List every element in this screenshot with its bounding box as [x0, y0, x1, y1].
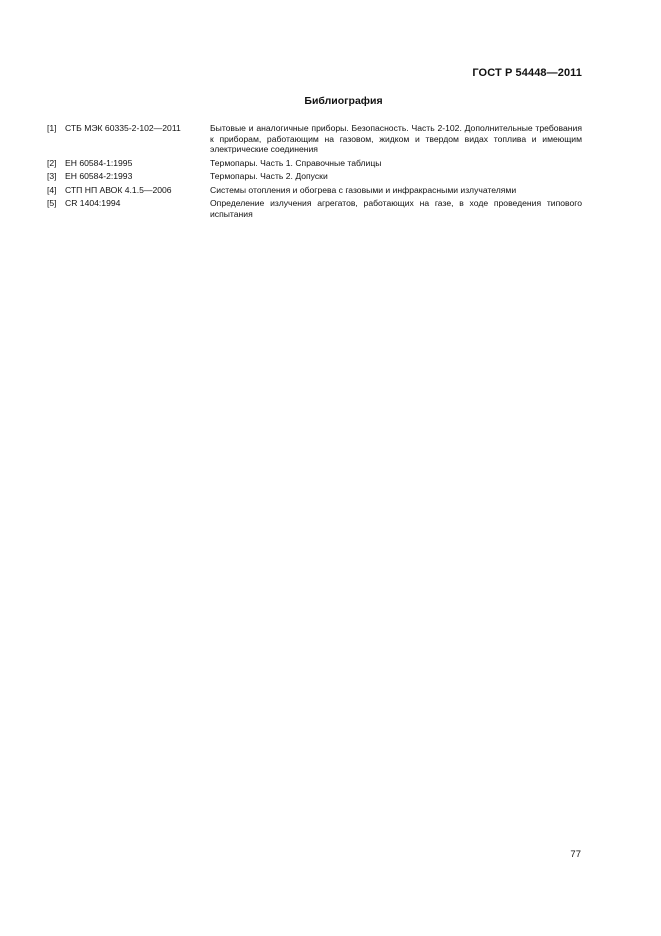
- entry-title: Системы отопления и обогрева с газовыми и инфракрасными излучателями: [210, 184, 517, 195]
- entry-reference: ЕН 60584-2:1993: [65, 171, 133, 181]
- bibliography-entry: [47, 198, 582, 219]
- entry-reference: СТБ МЭК 60335-2-102—2011: [65, 123, 181, 133]
- bibliography-entry: [47, 123, 582, 155]
- entry-number: [1]: [47, 123, 57, 133]
- bibliography-entry: [47, 158, 582, 169]
- section-title: Библиография: [304, 95, 383, 107]
- entry-number: [4]: [47, 184, 57, 195]
- entry-title: Термопары. Часть 1. Справочные таблицы: [210, 157, 382, 168]
- entry-reference: CR 1404:1994: [65, 198, 121, 208]
- entry-number: [3]: [47, 171, 57, 181]
- entry-number: [5]: [47, 198, 57, 208]
- entry-number: [2]: [47, 157, 57, 168]
- bibliography-list: [47, 123, 582, 222]
- entry-title: Бытовые и аналогичные приборы. Безопасность. Часть 2-102. Дополнительные требования к приборам, работающим на газовом, жидком и твердом видах топлива и имеющим электрические соединения: [210, 123, 582, 154]
- document-code: ГОСТ Р 54448—2011: [472, 67, 582, 79]
- entry-reference: СТП НП АВОК 4.1.5—2006: [65, 184, 172, 195]
- entry-title: Определение излучения агрегатов, работающих на газе, в ходе проведения типового испытания: [210, 198, 582, 219]
- entry-title: Термопары. Часть 2. Допуски: [210, 171, 328, 181]
- page-number: 77: [570, 849, 581, 860]
- entry-reference: ЕН 60584-1:1995: [65, 157, 133, 168]
- bibliography-entry: [47, 185, 582, 196]
- bibliography-entry: [47, 171, 582, 182]
